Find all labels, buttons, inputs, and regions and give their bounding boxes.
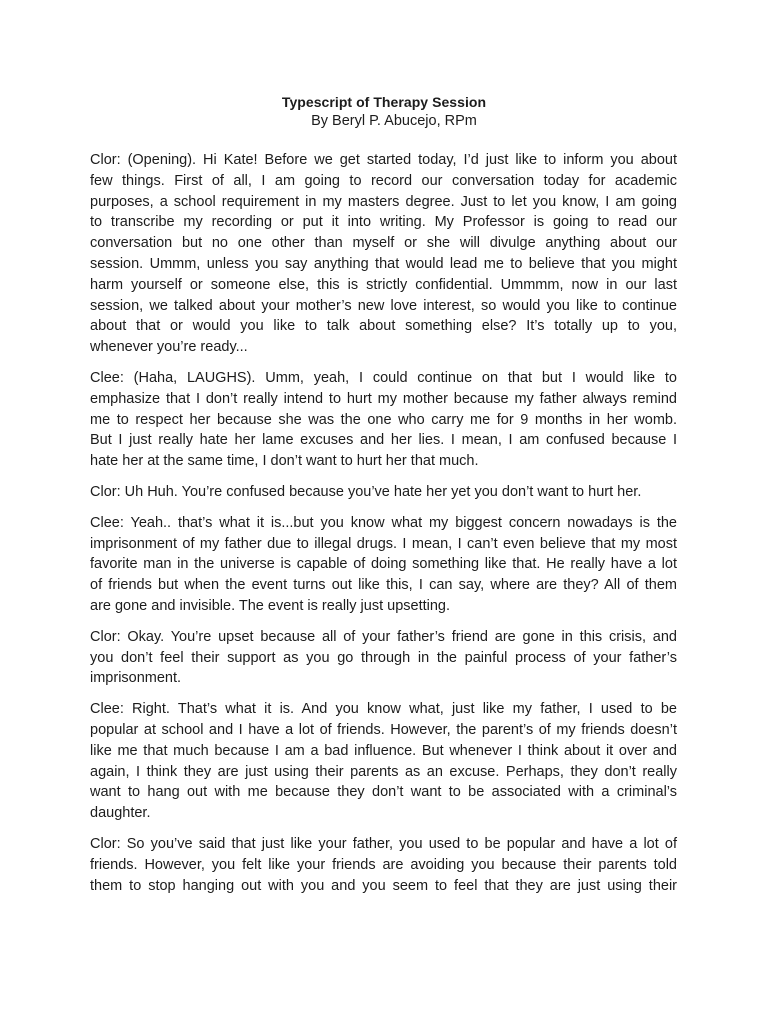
transcript-line: session, we talked about your mother’s new love interest, so would you like to continue: [90, 297, 677, 314]
document-header: [0, 93, 768, 131]
transcript-line: emphasize that I don’t really intend to hurt my mother because my father always remind: [90, 390, 677, 407]
transcript-paragraph: [90, 368, 677, 472]
transcript-paragraph: [90, 699, 677, 824]
transcript-paragraph: [90, 627, 677, 689]
transcript-line: imprisonment.: [90, 670, 182, 687]
transcript-paragraph: [90, 482, 677, 503]
transcript-line: hate her at the same time, I don’t want to hurt her that much.: [90, 453, 479, 470]
transcript-line: Clor: So you’ve said that just like your father, you used to be popular and have a lot of: [90, 835, 677, 852]
transcript-line: popular at school and I have a lot of friends. However, the parent’s of my friends doesn’t: [90, 721, 677, 738]
transcript-paragraph: [90, 513, 677, 617]
transcript-line: favorite man in the universe is capable of doing something like that. He really have a lot: [90, 556, 677, 573]
transcript-paragraph: [90, 834, 677, 896]
document-byline: By Beryl P. Abucejo, RPm: [311, 113, 477, 129]
transcript-line: are gone and invisible. The event is really just upsetting.: [90, 597, 451, 614]
transcript-line: Clor: Uh Huh. You’re confused because you’ve hate her yet you don’t want to hurt her.: [90, 483, 642, 500]
transcript-line: session. Ummm, unless you say anything that would lead me to believe that you might: [90, 255, 677, 272]
transcript-line: to transcribe my recording or put it into writing. My Professor is going to read our: [90, 214, 677, 231]
transcript-line: want to hang out with me because they don’t want to be associated with a criminal’s: [90, 784, 677, 801]
transcript-paragraph: [90, 150, 677, 358]
transcript-line: about that or would you like to talk about something else? It’s totally up to you,: [90, 318, 677, 335]
transcript-line: conversation but no one other than myself or she will divulge anything about our: [90, 235, 677, 252]
transcript-line: imprisonment of my father due to illegal drugs. I mean, I can’t even believe that my most: [90, 535, 677, 552]
transcript-line: Clee: Yeah.. that’s what it is...but you know what my biggest concern nowadays is the: [90, 514, 677, 531]
transcript-line: them to stop hanging out with you and you seem to feel that they are just using their: [90, 877, 677, 894]
transcript-line: again, I think they are just using their parents as an excuse. Perhaps, they don’t really: [90, 763, 677, 780]
transcript-line: Clee: (Haha, LAUGHS). Umm, yeah, I could continue on that but I would like to: [90, 369, 677, 386]
transcript-line: whenever you’re ready...: [90, 339, 248, 356]
transcript-line: few things. First of all, I am going to record our conversation today for academic: [90, 172, 677, 189]
transcript-line: me to respect her because she was the one who carry me for 9 months in her womb.: [90, 411, 677, 428]
document-title: Typescript of Therapy Session: [281, 94, 487, 110]
transcript-line: Clee: Right. That’s what it is. And you know what, just like my father, I used to be: [90, 701, 677, 718]
transcript-line: Clor: (Opening). Hi Kate! Before we get started today, I’d just like to inform you about: [90, 152, 677, 168]
transcript-line: like me that much because I am a bad influence. But whenever I think about it over and: [90, 742, 677, 759]
transcript-line: purposes, a school requirement in my masters degree. Just to let you know, I am going: [90, 193, 677, 210]
transcript-line: friends. However, you felt like your friends are avoiding you because their parents told: [90, 856, 677, 873]
transcript-line: But I just really hate her lame excuses and her lies. I mean, I am confused because I: [90, 432, 677, 449]
transcript-line: Clor: Okay. You’re upset because all of your father’s friend are gone in this crisis, and: [90, 628, 677, 645]
transcript-line: of friends but when the event turns out like this, I can say, where are they? All of them: [90, 577, 677, 594]
document-body: [90, 150, 677, 906]
transcript-line: harm yourself or someone else, this is strictly confidential. Ummmm, now in our last: [90, 276, 677, 293]
transcript-line: you don’t feel their support as you go through in the painful process of your father’s: [90, 649, 677, 666]
transcript-line: daughter.: [90, 805, 151, 822]
